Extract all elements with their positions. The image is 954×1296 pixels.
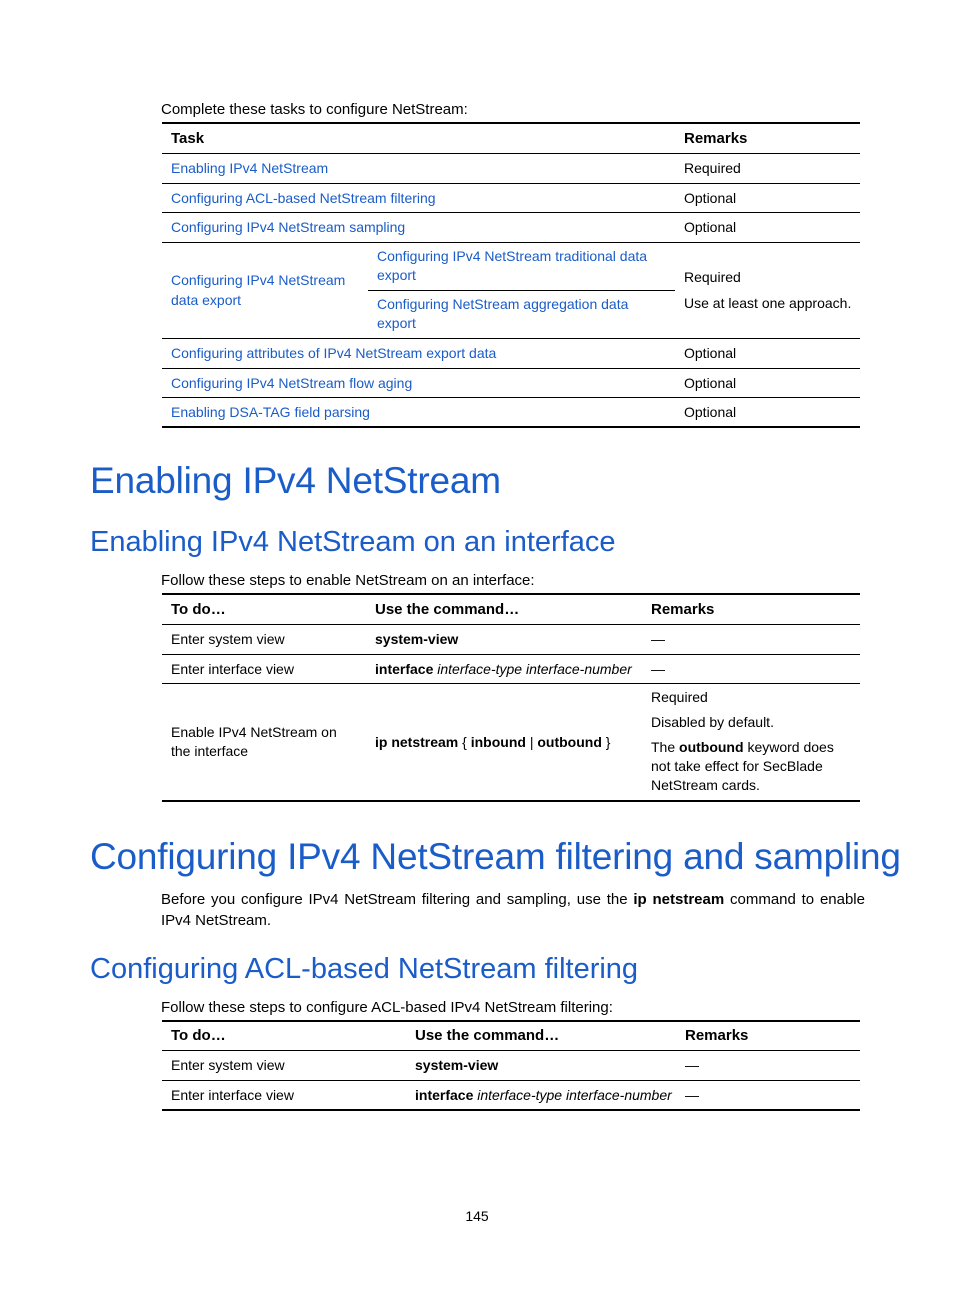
remarks-cell: Optional [675,183,860,212]
command-keyword: system-view [415,1057,499,1073]
todo-cell: Enter interface view [162,1080,406,1110]
command-cell [366,683,642,801]
remarks-cell: — [651,631,665,647]
body-paragraph [161,889,865,931]
todo-cell: Enable IPv4 NetStream on the interface [162,683,366,801]
remarks-line: Use at least one approach. [684,295,852,311]
brace: } [605,733,611,750]
task-link[interactable]: Configuring ACL-based NetStream filtering [171,189,436,206]
header-command: Use the command… [406,1021,676,1050]
table-header-row [162,1021,860,1050]
header-command: Use the command… [366,594,642,624]
table-row [162,1080,860,1110]
table-row [162,212,860,242]
command-argument: interface-type interface-number [437,660,632,677]
remarks-cell: Optional [675,397,860,427]
section-heading: Configuring IPv4 NetStream filtering and sampling [90,836,901,877]
remarks-line: Required [651,689,708,706]
remarks-text: keyword does not take effect for SecBlade NetStream cards. [651,739,834,794]
header-remarks: Remarks [676,1021,860,1050]
paragraph-text: Before you configure IPv4 NetStream filtering and sampling, use the [161,891,628,908]
command-keyword: interface [415,1086,474,1103]
subsection-heading: Configuring ACL-based NetStream filtering [90,953,639,985]
table-row [162,153,860,183]
table-row [162,624,860,654]
remarks-cell: Optional [675,212,860,242]
remarks-cell: — [642,654,860,683]
task-link[interactable]: Configuring IPv4 NetStream flow aging [171,374,413,391]
subtask-link[interactable]: Configuring NetStream aggregation data export [377,296,629,331]
subsection-heading: Enabling IPv4 NetStream on an interface [90,526,616,558]
intro-text: Complete these tasks to configure NetStream: [161,101,468,118]
command-keyword: outbound [679,739,744,756]
task-table [162,122,860,428]
header-task: Task [162,123,675,153]
task-link[interactable]: Enabling IPv4 NetStream [171,160,329,176]
table-row [162,397,860,427]
subtask-link[interactable]: Configuring IPv4 NetStream traditional data export [377,248,648,283]
remarks-cell [675,242,860,338]
table-row [162,683,860,801]
table-header-row [162,123,860,153]
table-row [162,183,860,212]
table-row [162,654,860,683]
table-header-row [162,594,860,624]
task-link[interactable]: Configuring attributes of IPv4 NetStream export data [171,345,497,361]
remarks-cell [642,683,860,801]
command-argument: interface-type interface-number [477,1086,672,1103]
task-link[interactable]: Enabling DSA-TAG field parsing [171,403,370,420]
command-keyword: ip netstream [633,891,725,908]
remarks-line [651,738,854,795]
remarks-text: The [651,739,676,756]
command-keyword: inbound [470,733,526,750]
table-row [162,242,860,290]
todo-cell: Enter system view [171,631,285,647]
table-row [162,368,860,397]
header-todo: To do… [162,1021,406,1050]
paragraph-text: command to enable IPv4 NetStream. [161,891,865,929]
remarks-line: Disabled by default. [651,714,774,731]
remarks-cell: — [685,1057,699,1073]
header-remarks: Remarks [675,123,860,153]
section-heading: Enabling IPv4 NetStream [90,460,501,501]
command-keyword: ip netstream [375,733,459,750]
todo-cell: Enter system view [171,1057,285,1073]
command-keyword: interface [375,660,434,677]
task-link[interactable]: Configuring IPv4 NetStream data export [171,272,346,308]
table-row [162,1050,860,1080]
page-number: 145 [465,1208,489,1224]
command-keyword: outbound [537,733,602,750]
command-keyword: system-view [375,631,459,647]
pipe: | [529,733,534,750]
remarks-cell: Required [684,160,741,176]
header-remarks: Remarks [642,594,860,624]
table-row [162,338,860,368]
remarks-cell: — [676,1080,860,1110]
remarks-cell: Optional [675,368,860,397]
remarks-line: Required [684,269,741,285]
todo-cell: Enter interface view [162,654,366,683]
command-table [162,593,860,802]
remarks-cell: Optional [675,338,860,368]
brace: { [462,733,467,750]
header-todo: To do… [162,594,366,624]
intro-text: Follow these steps to enable NetStream on an interface: [161,572,535,589]
intro-text: Follow these steps to configure ACL-based IPv4 NetStream filtering: [161,999,613,1016]
command-table [162,1020,860,1111]
task-link[interactable]: Configuring IPv4 NetStream sampling [171,219,406,235]
